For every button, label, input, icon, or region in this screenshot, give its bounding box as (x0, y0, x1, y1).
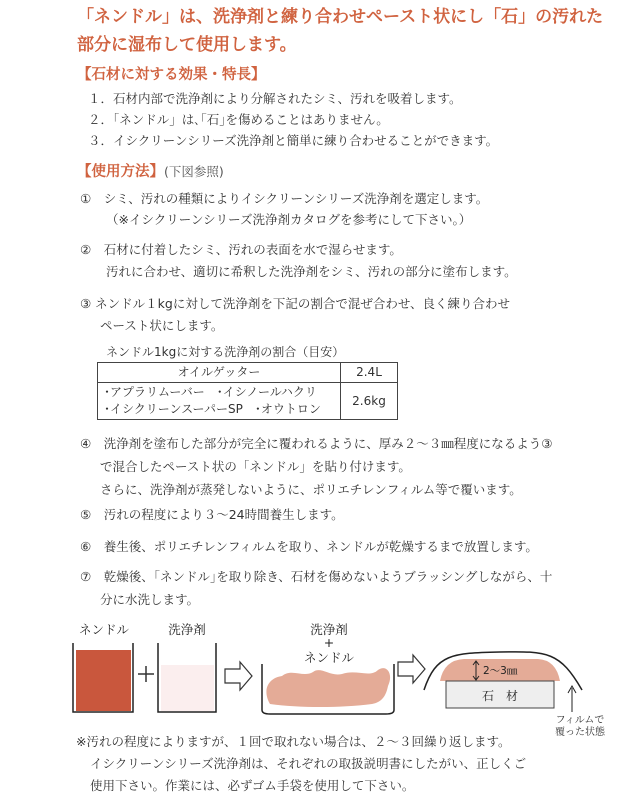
features-heading: 【石材に対する効果・特長】 (77, 67, 266, 83)
step-6: ⑥ 養生後、ポリエチレンフィルムを取り、ネンドルが乾燥するまで放置します。 (80, 539, 538, 554)
diagram-label-nendol: ネンドル (78, 622, 129, 637)
ratio-product-line: ･アプラリムーバー ･イシノールハクリ (104, 385, 317, 399)
feature-item-1: １．石材内部で洗浄剤により分解されたシミ、汚れを吸着します。 (88, 91, 462, 106)
step-1-line-1: ① シミ、汚れの種類によりイシクリーンシリーズ洗浄剤を選定します。 (80, 191, 489, 206)
step-4-line-3: さらに、洗浄剤が蒸発しないように、ポリエチレンフィルム等で覆います。 (100, 482, 522, 497)
footnote-line-3: 使用下さい。作業には、必ずゴム手袋を使用して下さい。 (90, 778, 415, 793)
usage-heading-text: 【使用方法】 (77, 164, 164, 180)
step-4-line-2: で混合したペースト状の「ネンドル」を貼り付けます。 (100, 459, 411, 474)
film-pointer-arrow-icon (568, 686, 576, 712)
paste-blob (266, 668, 390, 707)
feature-item-2: ２．「ネンドル」は､｢石｣を傷めることはありません。 (88, 112, 389, 127)
step-4-line-1: ④ 洗浄剤を塗布した部分が完全に覆われるように、厚み２～３㎜程度になるよう③ (80, 436, 553, 451)
feature-item-3: ３．イシクリーンシリーズ洗浄剤と簡単に練り合わせることができます。 (88, 133, 499, 148)
diagram-label-mix-bottom: ネンドル (303, 650, 354, 665)
step-2-line-1: ② 石材に付着したシミ、汚れの表面を水で湿らせます。 (80, 242, 402, 257)
diagram-label-mix-plus: + (323, 635, 335, 650)
thickness-label: 2～3㎜ (483, 665, 518, 677)
intro-line-1: 「ネンドル」は、洗浄剤と練り合わせペースト状にし「石」の汚れた (77, 7, 604, 27)
stone-label: 石 材 (481, 689, 518, 703)
step-5: ⑤ 汚れの程度により３～24時間養生します。 (80, 507, 344, 522)
plus-icon (138, 666, 154, 682)
ratio-product-line: ･イシクリーンスーパーSP ･オウトロン (104, 402, 321, 416)
usage-heading-note: (下図参照) (164, 164, 224, 179)
film-note (546, 715, 614, 739)
step-3-line-1: ③ ネンドル１kgに対して洗浄剤を下記の割合で混ぜ合わせ、良く練り合わせ (80, 296, 510, 311)
ratio-amount-cell: 2.6kg (341, 383, 398, 420)
film-note-line-2: 覆った状態 (555, 727, 605, 738)
footnote-line-1: ※汚れの程度によりますが、１回で取れない場合は、２～３回繰り返します。 (76, 734, 511, 749)
ratio-table-caption: ネンドル1kgに対する洗浄剤の割合（目安） (106, 345, 345, 359)
cleaner-fill (161, 665, 214, 711)
ratio-amount-cell: 2.4L (341, 363, 398, 383)
step-1-line-2: （※イシクリーンシリーズ洗浄剤カタログを参考にして下さい。） (106, 212, 472, 227)
arrow-right-icon (398, 655, 425, 683)
diagram-label-cleaner: 洗浄剤 (168, 622, 206, 637)
step-7-line-2: 分に水洗します。 (100, 592, 200, 607)
ratio-product-cell: オイルゲッター (98, 363, 341, 383)
arrow-right-icon (225, 662, 252, 690)
nendol-fill (76, 650, 131, 711)
step-3-line-2: ペースト状にします。 (100, 318, 224, 333)
intro-line-2: 部分に湿布して使用します。 (77, 35, 297, 55)
diagram-label-mix-top: 洗浄剤 (310, 622, 348, 637)
footnote-line-2: イシクリーンシリーズ洗浄剤は、それぞれの取扱説明書にしたがい、正しくご (90, 756, 527, 771)
step-7-line-1: ⑦ 乾燥後、｢ネンドル｣を取り除き、石材を傷めないようブラッシングしながら、十 (80, 569, 553, 584)
step-2-line-2: 汚れに合わせ、適切に希釈した洗浄剤をシミ、汚れの部分に塗布します。 (106, 264, 517, 279)
film-note-line-1: フィルムで (555, 715, 605, 726)
